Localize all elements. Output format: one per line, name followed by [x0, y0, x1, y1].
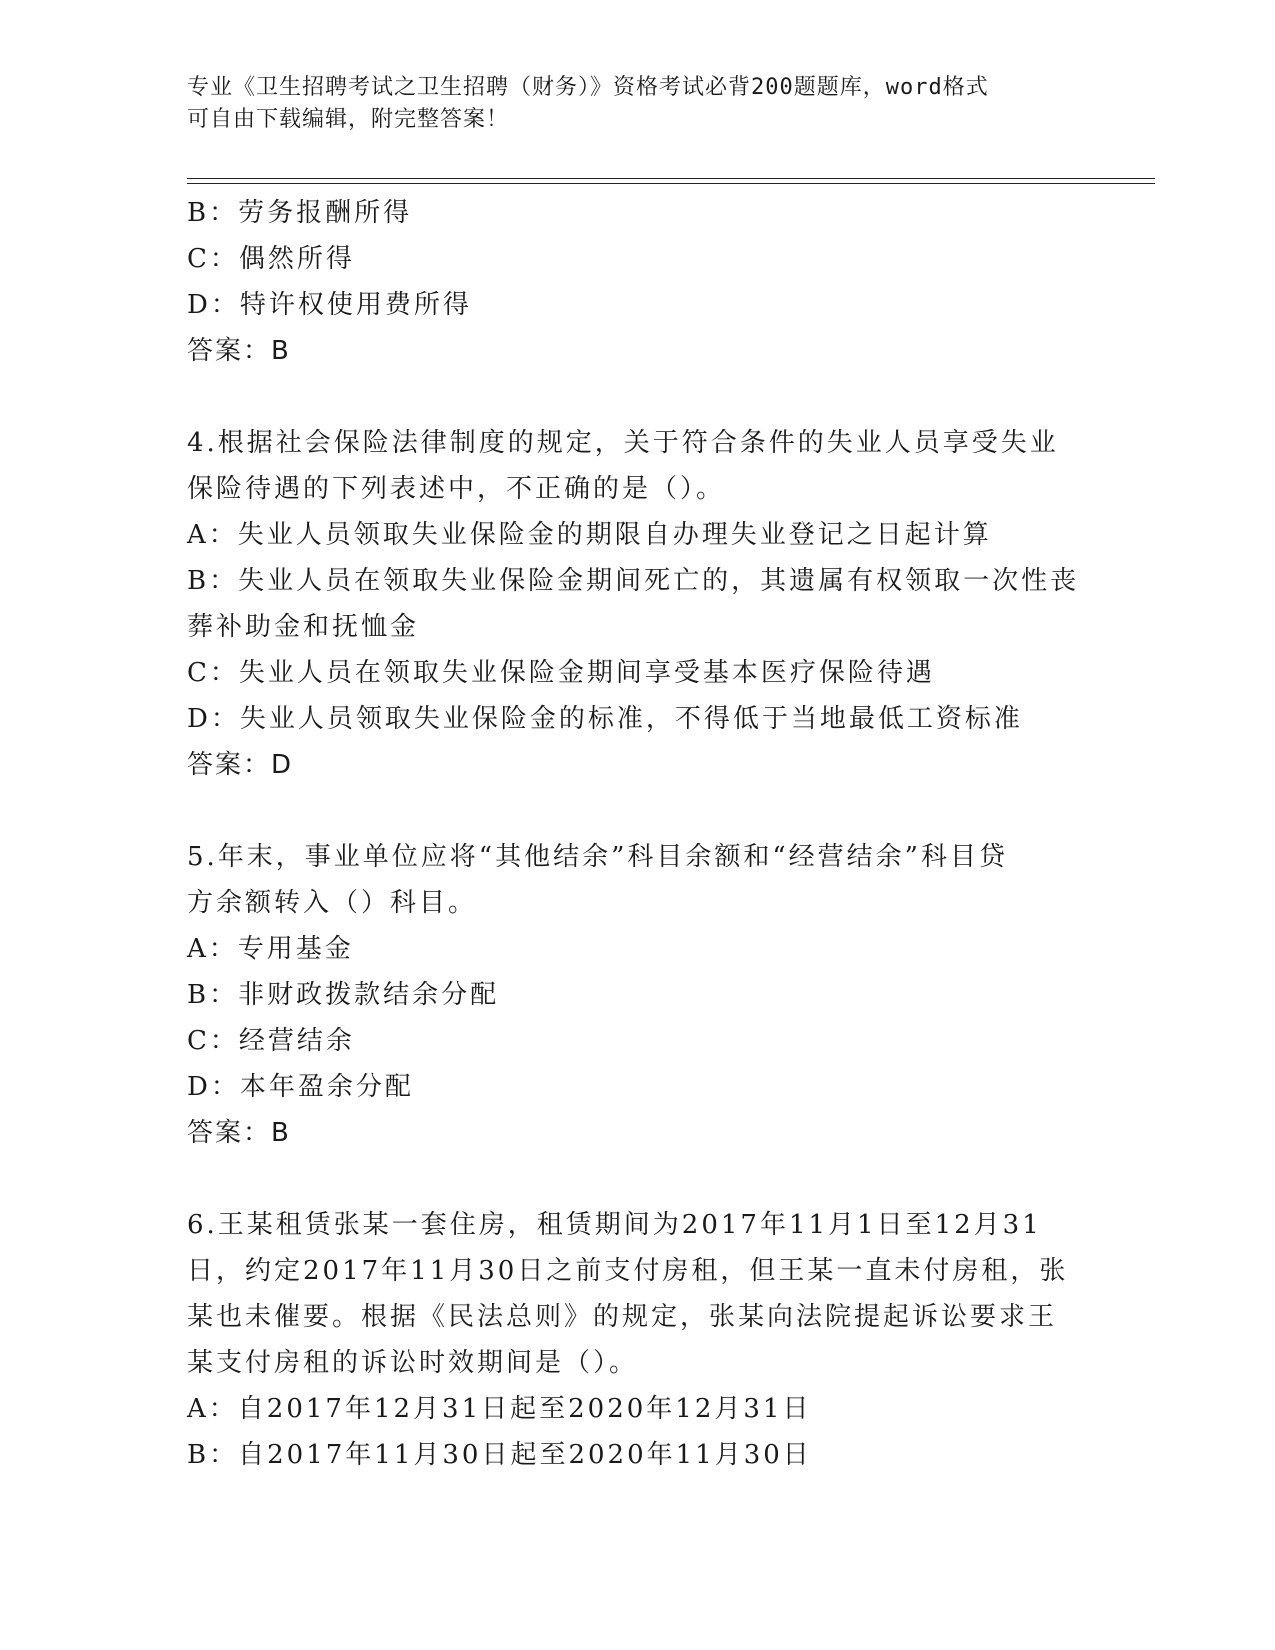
option-d: D：本年盈余分配: [187, 1072, 414, 1102]
option-c: C：偶然所得: [187, 244, 355, 274]
option-b: B：失业人员在领取失业保险金期间死亡的，其遗属有权领取一次性丧: [187, 566, 1080, 596]
question-3-tail: [187, 190, 1087, 374]
option-c: C：经营结余: [187, 1026, 355, 1056]
answer: 答案：B: [187, 336, 291, 366]
question-stem: 4.根据社会保险法律制度的规定，关于符合条件的失业人员享受失业: [187, 428, 1059, 458]
question-stem: 方余额转入（）科目。: [187, 888, 478, 918]
option-b: B：非财政拨款结余分配: [187, 980, 500, 1010]
document-header: [187, 72, 1087, 136]
answer: 答案：B: [187, 1118, 291, 1148]
header-divider-top: [187, 178, 1155, 179]
option-a: A：专用基金: [187, 934, 354, 964]
option-a: A：自2017年12月31日起至2020年12月31日: [187, 1394, 812, 1424]
question-6: [187, 1202, 1087, 1478]
question-stem: 5.年末，事业单位应将“其他结余”科目余额和“经营结余”科目贷: [187, 842, 1008, 872]
question-stem: 某支付房租的诉讼时效期间是（）。: [187, 1348, 639, 1378]
question-4: [187, 420, 1087, 788]
option-b: B：劳务报酬所得: [187, 198, 413, 228]
question-stem: 某也未催要。根据《民法总则》的规定，张某向法院提起诉讼要求王: [187, 1302, 1058, 1332]
question-stem: 保险待遇的下列表述中，不正确的是（）。: [187, 474, 726, 504]
option-c: C：失业人员在领取失业保险金期间享受基本医疗保险待遇: [187, 658, 935, 688]
option-a: A：失业人员领取失业保险金的期限自办理失业登记之日起计算: [187, 520, 992, 550]
header-line-2: 可自由下载编辑，附完整答案！: [187, 107, 510, 132]
answer: 答案：D: [187, 750, 294, 780]
option-d: D：失业人员领取失业保险金的标准，不得低于当地最低工资标准: [187, 704, 1023, 734]
question-stem: 6.王某租赁张某一套住房，租赁期间为2017年11月1日至12月31: [187, 1210, 1042, 1240]
option-d: D：特许权使用费所得: [187, 290, 472, 320]
header-line-1: 专业《卫生招聘考试之卫生招聘（财务）》资格考试必背200题题库，word格式: [187, 75, 989, 100]
question-list: [187, 190, 1087, 1478]
header-divider-bottom: [187, 183, 1155, 184]
question-5: [187, 834, 1087, 1156]
option-b-continued: 葬补助金和抚恤金: [187, 612, 420, 642]
question-stem: 日，约定2017年11月30日之前支付房租，但王某一直未付房租，张: [187, 1256, 1069, 1286]
option-b: B：自2017年11月30日起至2020年11月30日: [187, 1440, 812, 1470]
